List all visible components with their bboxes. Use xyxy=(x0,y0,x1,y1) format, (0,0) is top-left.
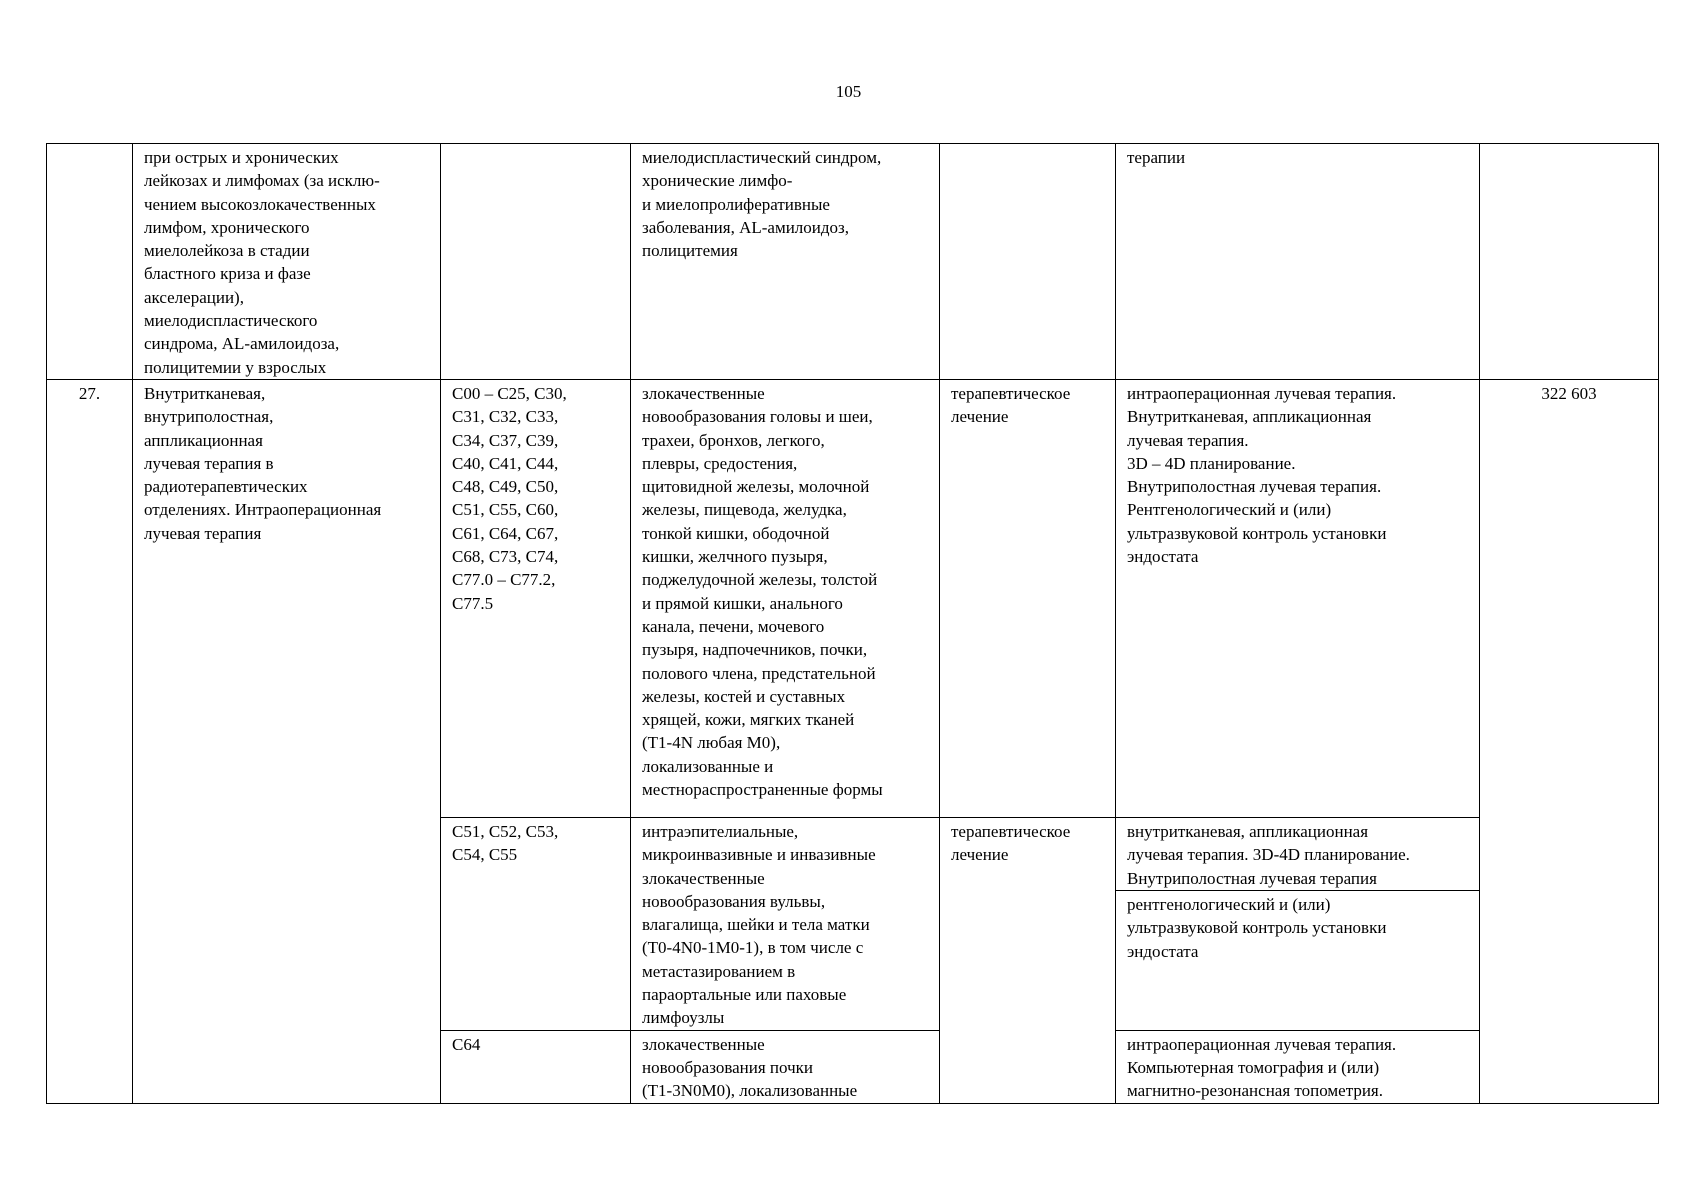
treatment-method-cell: внутритканевая, аппликационная лучевая терапия. 3D-4D планирование. Внутриполостная лучевая терапия рентгенологический и (или) ультразвуковой контроль установки эндостата xyxy=(1116,817,1480,1030)
icd-codes-cell: C00 – C25, C30, C31, C32, C33, C34, C37, C39, C40, C41, C44, C48, C49, C50, C51, C55, C60, C61, C64, C67, C68, C73, C74, C77.0 – C77.2, C77.5 xyxy=(441,379,631,817)
treatment-type-cell: терапевтическое лечение xyxy=(940,817,1116,1103)
diagnosis-cell: злокачественные новообразования почки (T1-3N0M0), локализованные xyxy=(631,1030,940,1103)
cost-cell xyxy=(1480,144,1659,380)
treatment-type-cell xyxy=(940,144,1116,380)
icd-codes-cell xyxy=(441,144,631,380)
icd-codes-cell: C64 xyxy=(441,1030,631,1103)
table-row-continued xyxy=(47,144,1659,380)
cost-cell: 322 603 xyxy=(1480,379,1659,1103)
care-type-cell: при острых и хронических лейкозах и лимфомах (за исклю- чением высокозлокачественных лимфом, хронического миелолейкоза в стадии бластного криза и фазе акселерации), миелодиспластического синдрома, AL-амилоидоза, полицитемии у взрослых xyxy=(133,144,441,380)
table-row-27 xyxy=(47,379,1659,817)
treatment-method-cell: терапии xyxy=(1116,144,1480,380)
row-number-cell: 27. xyxy=(47,379,133,1103)
diagnosis-cell: интраэпителиальные, микроинвазивные и инвазивные злокачественные новообразования вульвы, влагалища, шейки и тела матки (T0-4N0-1M0-1), в том числе с метастазированием в параортальные или паховые лимфоузлы xyxy=(631,817,940,1030)
icd-codes-cell: C51, C52, C53, C54, C55 xyxy=(441,817,631,1030)
treatment-method-cell: интраоперационная лучевая терапия. Внутритканевая, аппликационная лучевая терапия. 3D – 4D планирование. Внутриполостная лучевая терапия. Рентгенологический и (или) ультразвуковой контроль установки эндостата xyxy=(1116,379,1480,817)
diagnosis-cell: злокачественные новообразования головы и шеи, трахеи, бронхов, легкого, плевры, средостения, щитовидной железы, молочной железы, пищевода, желудка, тонкой кишки, ободочной кишки, желчного пузыря, поджелудочной железы, толстой и прямой кишки, анального канала, печени, мочевого пузыря, надпочечников, почки, полового члена, предстательной железы, костей и суставных хрящей, кожи, мягких тканей (T1-4N любая M0), локализованные и местнораспространенные формы xyxy=(631,379,940,817)
medical-care-table xyxy=(46,143,1659,1104)
care-type-cell: Внутритканевая, внутриполостная, аппликационная лучевая терапия в радиотерапевтических отделениях. Интраоперационная лучевая терапия xyxy=(133,379,441,1103)
treatment-type-cell: терапевтическое лечение xyxy=(940,379,1116,817)
page-number: 105 xyxy=(835,82,862,101)
diagnosis-cell: миелодиспластический синдром, хронические лимфо- и миелопролиферативные заболевания, AL-амилоидоз, полицитемия xyxy=(631,144,940,380)
row-number-cell xyxy=(47,144,133,380)
treatment-method-cell: интраоперационная лучевая терапия. Компьютерная томография и (или) магнитно-резонансная топометрия. xyxy=(1116,1030,1480,1103)
